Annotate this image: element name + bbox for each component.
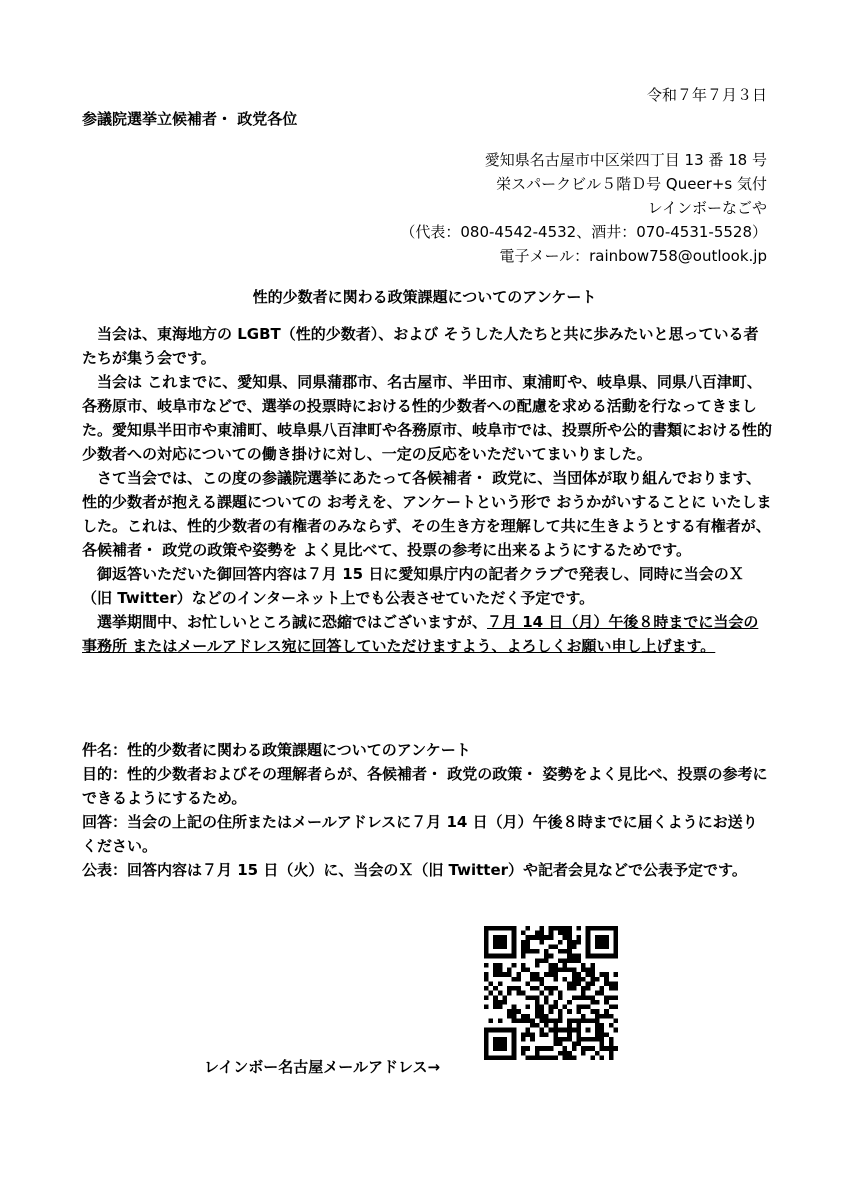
document-title: 性的少数者に関わる政策課題についてのアンケート [252, 288, 597, 306]
paragraph-purpose: さて当会では、この度の参議院選挙にあたって各候補者・ 政党に、当団体が取り組んでおります、性的少数者が抱える課題についての お考えを、アンケートという形で おうかがいすることに いたしました。これは、性的少数者の有権者のみならず、その生き方を理解して共に生きようとする有権者が、各候補者・ 政党の政策や姿勢を よく見比べて、投票の参考に出来るようにするためです。 [82, 469, 772, 559]
paragraph-publication: 御返答いただいた御回答内容は７月 15 日に愛知県庁内の記者クラブで発表し、同時に当会のＸ（旧 Twitter）などのインターネット上でも公表させていただく予定です。 [82, 565, 744, 607]
letter-date: 令和７年７月３日 [646, 86, 767, 104]
letter-body [82, 322, 772, 658]
paragraph-intro: 当会は、東海地方の LGBT（性的少数者）、および そうした人たちと共に歩みたいと思っている者たちが集う会です。 [82, 325, 759, 367]
sender-email: 電子メール：rainbow758@outlook.jp [499, 247, 767, 265]
sender-contacts: （代表：080-4542-4532、酒井：070-4531-5528） [400, 223, 767, 241]
request-deadline: ７月 14 日（月）午後８時までに当会の事務所 またはメールアドレス宛に回答していただけますよう、よろしくお願い申し上げます。 [82, 613, 759, 655]
sender-organization: レインボーなごや [647, 199, 767, 217]
paragraph-activities: 当会は これまでに、愛知県、同県蒲郡市、名古屋市、半田市、東浦町や、岐阜県、同県八百津町、各務原市、岐阜市などで、選挙の投票時における性的少数者への配慮を求める活動を行なってきました。愛知県半田市や東浦町、岐阜県八百津町や各務原市、岐阜市では、投票所や公的書類における性的少数者への対応についての働き掛けに対し、一定の反応をいただいてまいりました。 [82, 373, 773, 463]
summary-subject: 件名：性的少数者に関わる政策課題についてのアンケート [82, 741, 471, 759]
qr-caption: レインボー名古屋メールアドレス→ [204, 1058, 441, 1076]
request-text: 選挙期間中、お忙しいところ誠に恐縮ではございますが、 [97, 613, 488, 631]
summary-reply: 回答：当会の上記の住所またはメールアドレスに７月 14 日（月）午後８時までに届くようにお送りください。 [82, 813, 758, 855]
qr-code-icon[interactable] [484, 926, 618, 1060]
sender-block [400, 148, 767, 268]
summary-publish: 公表：回答内容は７月 15 日（火）に、当会のＸ（旧 Twitter）や記者会見などで公表予定です。 [82, 861, 747, 879]
paragraph-request [82, 610, 772, 658]
sender-address-line1: 愛知県名古屋市中区栄四丁目 13 番 18 号 [484, 151, 767, 169]
sender-address-line2: 栄スパークビル５階Ｄ号 Queer+s 気付 [496, 175, 767, 193]
summary-purpose: 目的：性的少数者およびその理解者らが、各候補者・ 政党の政策・ 姿勢をよく見比べ、投票の参考にできるようにするため。 [82, 765, 768, 807]
addressee: 参議院選挙立候補者・ 政党各位 [82, 110, 298, 128]
summary-block [82, 738, 772, 882]
